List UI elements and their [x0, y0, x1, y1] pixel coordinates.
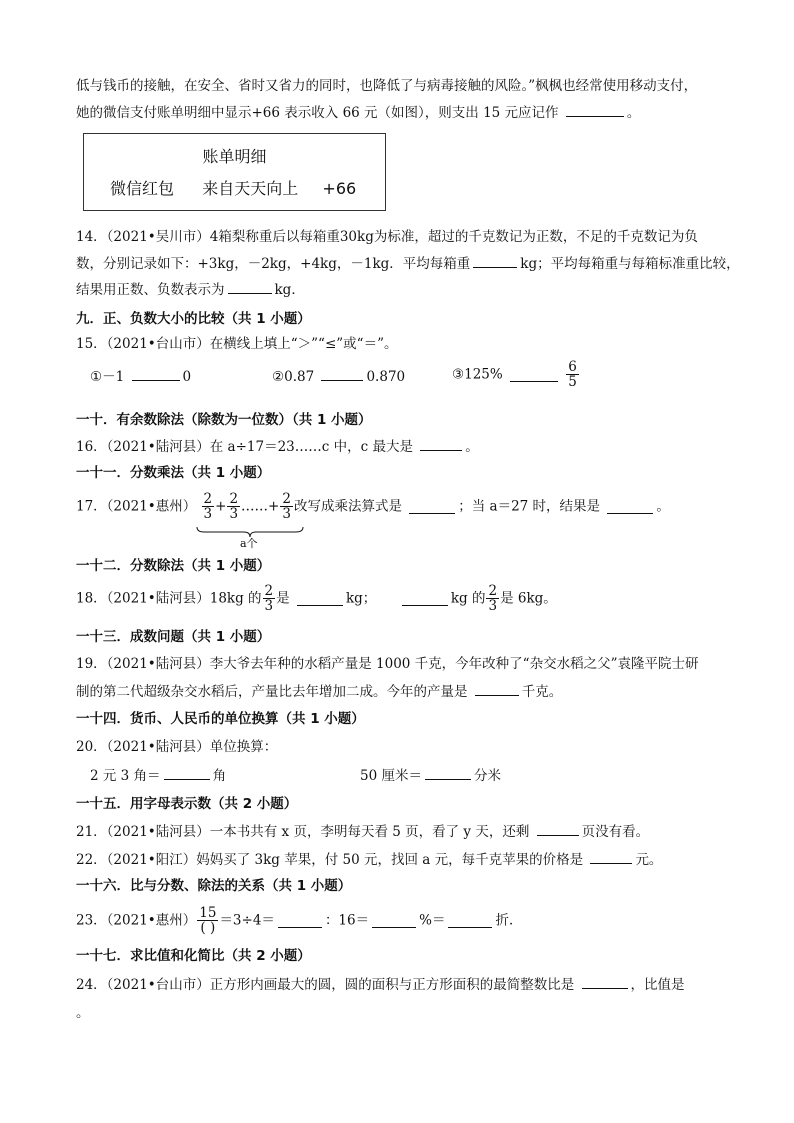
- q13-end: 。: [626, 105, 641, 121]
- q18-frac-1-den: 3: [264, 598, 274, 614]
- q18-frac-2-num: 2: [488, 583, 498, 599]
- section-10-title: 一十．有余数除法（除数为一位数）（共 1 小题）: [76, 412, 372, 428]
- q17-mid2: ；当 a＝27 时，结果是: [458, 498, 601, 515]
- q20-a-blank[interactable]: [164, 765, 210, 780]
- q21-text: 21．（2021•陆河县）一本书共有 x 页，李明每天看 5 页，看了 y 天，还剩: [76, 824, 530, 840]
- q19-blank[interactable]: [475, 681, 519, 696]
- q23-fraction: [197, 906, 218, 935]
- q23-colon: ：16＝: [324, 912, 370, 929]
- q19-line2: [76, 681, 724, 702]
- section-12-title: 一十二．分数除法（共 1 小题）: [76, 558, 271, 574]
- q17-prefix: 17．（2021•惠州）: [76, 498, 197, 515]
- q19-tail: 千克。: [521, 684, 563, 700]
- q15-b-right: 0.870: [366, 369, 406, 385]
- q20-b: [360, 765, 724, 786]
- q18-frac-2-den: 3: [488, 598, 498, 614]
- q24-mid: ，比值是: [630, 977, 685, 993]
- q15-a-left: ①－1: [90, 369, 125, 385]
- bill-amount: +66: [322, 179, 357, 198]
- q17-frac-3-num: 2: [282, 491, 291, 507]
- q18: [76, 584, 724, 613]
- q15-c-blank[interactable]: [510, 367, 558, 382]
- q22-blank[interactable]: [590, 849, 632, 864]
- q14-line3: [76, 279, 724, 300]
- q21-tail: 页没有看。: [581, 824, 650, 840]
- q16: [76, 436, 724, 457]
- section-9-title: 九．正、负数大小的比较（共 1 小题）: [76, 311, 311, 327]
- q18-blank-2[interactable]: [402, 591, 448, 606]
- q17-frac-3-den: 3: [282, 506, 291, 522]
- q22: [76, 849, 724, 870]
- q14-line2-tail: kg；平均每箱重与每箱标准重比较，: [520, 256, 740, 272]
- q18-frac-1: [263, 584, 276, 613]
- q23-blank-3[interactable]: [448, 913, 492, 928]
- bill-source: 来自天天向上: [202, 179, 299, 198]
- q17-end: 。: [656, 498, 670, 515]
- section-16-title: 一十六．比与分数、除法的关系（共 1 小题）: [76, 878, 352, 894]
- q23-eq: ＝3÷4＝: [219, 912, 275, 929]
- q20-a-right: 角: [212, 768, 227, 784]
- q24-line2: 。: [76, 1005, 90, 1021]
- q15-c-num: 6: [568, 359, 577, 375]
- bill-detail-box: [83, 133, 386, 211]
- q17-blank-2[interactable]: [607, 499, 653, 514]
- section-11-title: 一十一．分数乘法（共 1 小题）: [76, 465, 271, 481]
- q15-c-left: ③125%: [452, 366, 503, 383]
- section-15-title: 一十五．用字母表示数（共 2 小题）: [76, 796, 298, 812]
- q17-dots: ……: [241, 498, 269, 515]
- q22-tail: 元。: [635, 852, 663, 868]
- q17-frac-2-den: 3: [229, 506, 239, 522]
- q20-b-left: 50 厘米＝: [360, 768, 422, 784]
- q23-blank-1[interactable]: [278, 913, 322, 928]
- q19-line2-text: 制的第二代超级杂交水稻后，产量比去年增加二成。今年的产量是: [76, 684, 468, 700]
- q23-pct: %＝: [419, 912, 446, 929]
- q18-blank-1[interactable]: [297, 591, 343, 606]
- q13-line2-text: 她的微信支付账单明细中显示+66 表示收入 66 元（如图），则支出 15 元应记作: [76, 105, 559, 121]
- q18-is: 是: [276, 590, 290, 607]
- section-14-title: 一十四．货币、人民币的单位换算（共 1 小题）: [76, 711, 365, 727]
- bill-label: 微信红包: [110, 179, 175, 198]
- q21-blank[interactable]: [537, 821, 579, 836]
- q24-line1: [76, 974, 724, 995]
- q23-den[interactable]: ( ): [200, 920, 216, 936]
- q21: [76, 821, 724, 842]
- section-13-title: 一十三．成数问题（共 1 小题）: [76, 629, 271, 645]
- q17-mid: 改写成乘法算式是: [293, 498, 402, 515]
- q20-a-left: 2 元 3 角＝: [90, 768, 161, 784]
- q22-text: 22．（2021•阳江）妈妈买了 3kg 苹果，付 50 元，找回 a 元，每千克苹果的价格是: [76, 852, 584, 868]
- q20-b-right: 分米: [473, 768, 501, 784]
- q18-prefix: 18．（2021•陆河县）18kg 的: [76, 590, 262, 607]
- q17-frac-2: [227, 492, 240, 521]
- q23-prefix: 23．（2021•惠州）: [76, 912, 197, 929]
- q16-text: 16．（2021•陆河县）在 a÷17＝23……c 中，c 最大是: [76, 439, 413, 455]
- q14-blank-avg[interactable]: [473, 253, 517, 268]
- bill-title: 账单明细: [202, 147, 267, 166]
- q15-c-fraction: [566, 360, 579, 389]
- q13-line1: 低与钱币的接触，在安全、省时又省力的同时，也降低了与病毒接触的风险。”枫枫也经常使用移动支付，: [76, 78, 698, 94]
- q23-blank-2[interactable]: [372, 913, 416, 928]
- q15-c-den: 5: [568, 374, 577, 390]
- q18-frac-1-num: 2: [264, 583, 274, 599]
- q18-frac-2: [486, 584, 499, 613]
- q16-blank[interactable]: [420, 436, 462, 451]
- q14-line2-text: 数，分别记录如下：+3kg，－2kg，+4kg，－1kg．平均每箱重: [76, 256, 471, 272]
- q15-a-right: 0: [182, 369, 192, 385]
- q19-line1: 19．（2021•陆河县）李大爷去年种的水稻产量是 1000 千克，今年改种了“杂交水稻之父”袁隆平院士研: [76, 656, 699, 672]
- q24-blank[interactable]: [582, 974, 628, 989]
- q14-line3-text: 结果用正数、负数表示为: [76, 282, 225, 298]
- q17-brace-label: a个: [240, 537, 258, 550]
- q23-zhe: 折．: [495, 912, 523, 929]
- q14-line3-tail: kg．: [274, 282, 305, 298]
- q17-frac-1-num: 2: [203, 491, 213, 507]
- q14-blank-diff[interactable]: [228, 279, 272, 294]
- q14-line1: 14．（2021•吴川市）4箱梨称重后以每箱重30kg为标准，超过的千克数记为正数，不足的千克数记为负: [76, 229, 698, 245]
- q23-num: 15: [199, 905, 217, 921]
- q15-c: [452, 360, 724, 389]
- q17-frac-1-den: 3: [203, 506, 213, 522]
- q17-frac-1: [202, 492, 215, 521]
- bill-row: [110, 176, 356, 199]
- q17-blank-1[interactable]: [409, 499, 455, 514]
- q16-end: 。: [465, 439, 479, 455]
- q14-line2: [76, 253, 740, 274]
- q15-b-blank[interactable]: [321, 366, 363, 381]
- q20-b-blank[interactable]: [425, 765, 471, 780]
- section-17-title: 一十七．求比值和化简比（共 2 小题）: [76, 948, 311, 964]
- q23: [76, 906, 724, 935]
- q15-stem: 15．（2021•台山市）在横线上填上“＞”“≤”或“＝”。: [76, 336, 398, 352]
- q17: 17．（2021•惠州） $\frac{2}{3}$ + $\frac{2}{3}$ ……+ $\frac{2}{3}$ 改写成乘法算式是 ；当 a＝27 时，结果是 。: [76, 491, 670, 522]
- q24-text: 24．（2021•台山市）正方形内画最大的圆，圆的面积与正方形面积的最简整数比是: [76, 977, 575, 993]
- q20-stem: 20．（2021•陆河县）单位换算：: [76, 739, 278, 755]
- q17-frac-3: [280, 492, 293, 521]
- q13-answer-blank[interactable]: [566, 102, 624, 117]
- q17-frac-2-num: 2: [229, 491, 239, 507]
- q18-tail: 是 6kg。: [500, 590, 557, 607]
- q18-unit1: kg；: [345, 590, 377, 607]
- q18-unit2: kg 的: [450, 590, 486, 607]
- q13-line2: [76, 102, 724, 123]
- q15-a-blank[interactable]: [132, 366, 180, 381]
- q15-b-left: ②0.87: [272, 369, 315, 385]
